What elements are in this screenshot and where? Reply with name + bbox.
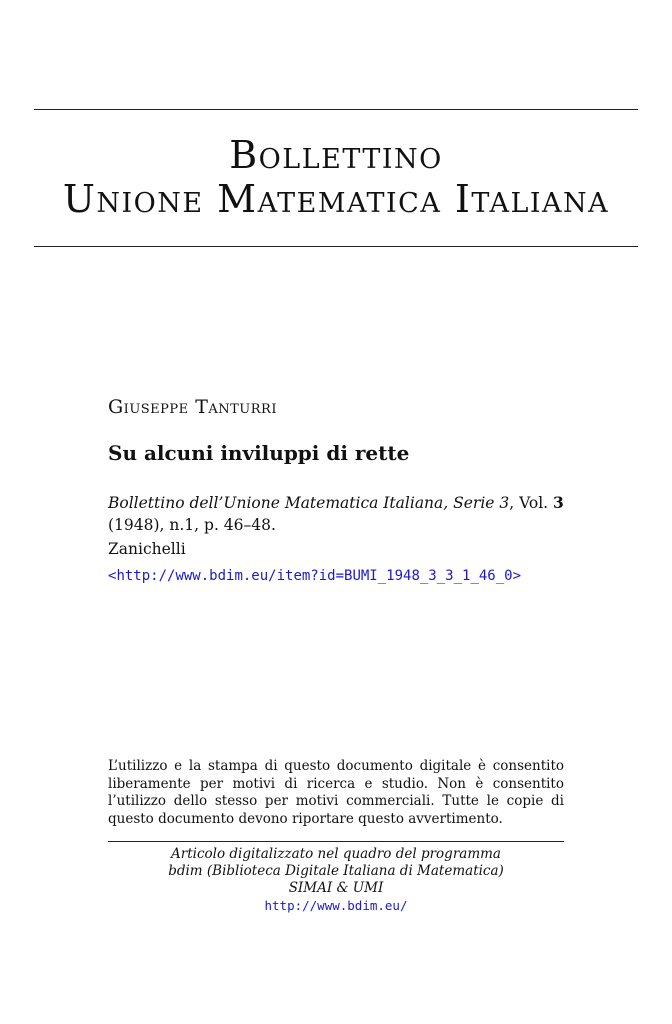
masthead-line-2: Unione Matematica Italiana <box>62 177 610 221</box>
footer-rule <box>108 841 564 842</box>
usage-notice: L’utilizzo e la stampa di questo documento digitale è consentito liberamente per motivi di ricerca e studio. Non è consentito l’utilizzo dello stesso per motivi commerciali. Tutte le copie di questo documento devono riportare questo avvertimento. <box>108 758 564 827</box>
top-rule <box>34 109 638 110</box>
article-link[interactable]: http://www.bdim.eu/item?id=BUMI_1948_3_3_1_46_0 <box>116 568 513 584</box>
url-close-bracket: > <box>512 568 522 584</box>
footer-line-2: bdim (Biblioteca Digitale Italiana di Matematica) <box>168 863 504 879</box>
journal-name: Bollettino dell’Unione Matematica Italiana, Serie 3 <box>108 494 510 512</box>
masthead-line-1: Bollettino <box>229 133 443 177</box>
vol-label: , Vol. <box>509 494 554 512</box>
url-open-bracket: < <box>108 568 117 584</box>
footer-line-3: SIMAI & UMI <box>288 880 384 896</box>
article-url <box>108 568 521 584</box>
footer <box>108 846 564 914</box>
publisher: Zanichelli <box>108 540 186 558</box>
issue-details: (1948), n.1, p. 46–48. <box>108 516 276 534</box>
footer-line-1: Articolo digitalizzato nel quadro del programma <box>171 846 501 862</box>
volume-number: 3 <box>553 493 564 512</box>
author-name: Giuseppe Tanturri <box>108 396 277 418</box>
bottom-rule <box>34 246 638 247</box>
citation <box>108 492 578 536</box>
footer-link[interactable]: http://www.bdim.eu/ <box>264 898 408 913</box>
article-title: Su alcuni inviluppi di rette <box>108 441 410 465</box>
